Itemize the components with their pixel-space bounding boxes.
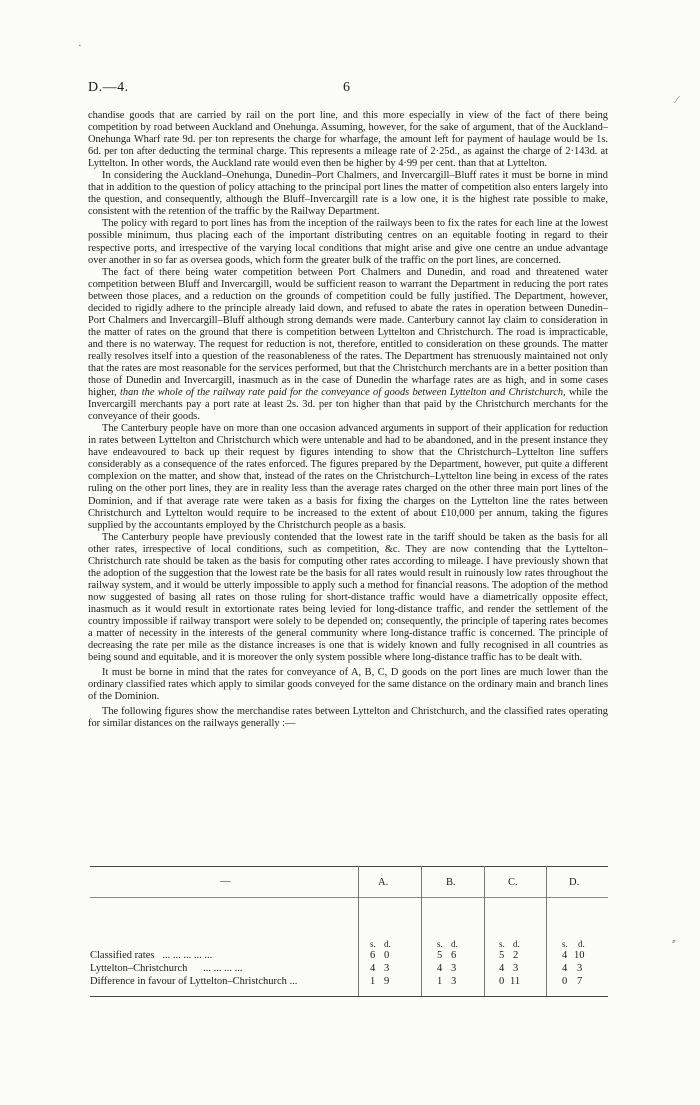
- leader-dots: ... ... ... ...: [203, 963, 243, 974]
- table-row-label: [90, 963, 243, 974]
- table-cell: 11: [510, 976, 521, 987]
- paragraph: chandise goods that are carried by rail on the port line, and this more especially in view of the fact of there being competition by road between Auckland and Onehunga. Assuming, however, for the sake of argument, that of the Auckland–Onehunga Wharf rate 9d. per ton represents the charge for wharfage, the amount left for payment of haulage would be 1s. 6d. per ton after deducting the terminal charge. This represents a mileage rate of 2·25d., as against the charge of 2·143d. at Lyttelton. In other words, the Auckland rate would even then be higher by 4·99 per cent. than that at Lyttelton.: [88, 110, 608, 170]
- page-header: [88, 80, 608, 100]
- table-cell: 3: [513, 963, 519, 974]
- table-cell: 1: [437, 976, 443, 987]
- unit-pence: d.: [451, 939, 458, 949]
- unit-shillings: s.: [370, 939, 376, 949]
- unit-shillings: s.: [437, 939, 443, 949]
- unit-pence: d.: [384, 939, 391, 949]
- table-cell: 4: [370, 963, 376, 974]
- emphasis-text: than the whole of the railway rate paid for the conveyance of goods between Lyttelton and Christchurch,: [120, 387, 566, 399]
- table-cell: 4: [499, 963, 505, 974]
- paragraph: In considering the Auckland–Onehunga, Dunedin–Port Chalmers, and Invercargill–Bluff rates it must be borne in mind that in addition to the question of policy attaching to the principal port lines the matter of competition also enters largely into the question, and consequently, although the Bluff–Invercargill rate is a low one, it is the highest rate possible to make, consistent with the retention of the traffic by the Railway Department.: [88, 170, 608, 218]
- table-cell: 0: [562, 976, 568, 987]
- table-cell: 7: [577, 976, 583, 987]
- table-row-label: [90, 950, 212, 961]
- table-column-rule: [421, 866, 422, 996]
- table-cell: 0: [499, 976, 505, 987]
- paragraph: [88, 267, 608, 424]
- leader-dots: ...: [289, 976, 298, 987]
- paragraph-text: while the Invercargill merchants pay a port rate at least 2s. 3d. per ton higher than that paid by the Christchurch merchants for the conveyance of their goods.: [88, 387, 608, 423]
- table-cell: 6: [370, 950, 376, 961]
- table-rule: [90, 996, 608, 997]
- unit-pence: d.: [513, 939, 520, 949]
- table-column-rule: [546, 866, 547, 996]
- column-header-b: B.: [446, 877, 456, 888]
- table-cell: 4: [562, 950, 568, 961]
- table-cell: 3: [577, 963, 583, 974]
- row-label-text: Difference in favour of Lyttelton–Christchurch: [90, 976, 287, 987]
- column-header-a: A.: [378, 877, 389, 888]
- unit-shillings: s.: [499, 939, 505, 949]
- table-row-label: [90, 976, 297, 987]
- row-label-text: Lyttelton–Christchurch: [90, 963, 188, 974]
- table-cell: 3: [451, 963, 457, 974]
- table-cell: 5: [437, 950, 443, 961]
- paragraph: It must be borne in mind that the rates for conveyance of A, B, C, D goods on the port lines are much lower than the ordinary classified rates which apply to similar goods conveyed for the same distance on the ordinary main and branch lines of the Dominion.: [88, 667, 608, 703]
- column-header-c: C.: [508, 877, 518, 888]
- page-number: 6: [343, 80, 350, 95]
- unit-shillings: s.: [562, 939, 568, 949]
- table-rule: [90, 897, 608, 898]
- table-cell: 6: [451, 950, 457, 961]
- paragraph: The policy with regard to port lines has from the inception of the railways been to fix the rates for each line at the lowest possible minimum, thus placing each of the important distributing centres on an equitable footing in regard to their respective ports, and irrespective of the varying local conditions that might arise and give one centre an undue advantage over another in so far as oversea goods, which form the greater bulk of the traffic on the port lines, are concerned.: [88, 218, 608, 266]
- table-column-rule: [484, 866, 485, 996]
- table-cell: 4: [562, 963, 568, 974]
- table-cell: 10: [574, 950, 585, 961]
- table-cell: 3: [384, 963, 390, 974]
- table-cell: 0: [384, 950, 390, 961]
- paragraph: The Canterbury people have on more than one occasion advanced arguments in support of their application for reduction in rates between Lyttelton and Christchurch which were untenable and had to be abandoned, and in the present instance they have endeavoured to back up their request by figures intending to show that the Christchurch–Lyttelton line suffers considerably as a consequence of the rates enforced. The figures prepared by the Department, however, put quite a different complexion on the matter, and show that, instead of the rates on the Christchurch–Lyttelton line being in excess of the rates ruling on the other port lines, they are in reality less than the average rates charged on the other three main port lines of the Dominion, and if that average rate were taken as a basis for fixing the charges on the Lyttelton line the rates between Christchurch and Lyttelton would require to be increased to the extent of about £10,000 per annum, taking the figures supplied by the accountants employed by the Christchurch people as a basis.: [88, 423, 608, 531]
- leader-dots: ... ... ... ... ...: [162, 950, 213, 961]
- table-cell: 3: [451, 976, 457, 987]
- table-cell: 4: [437, 963, 443, 974]
- margin-mark-icon: ⸗: [672, 935, 676, 947]
- paragraph: The following figures show the merchandise rates between Lyttelton and Christchurch, and the classified rates operating for similar distances on the railways generally :—: [88, 706, 608, 730]
- paragraph: The Canterbury people have previously contended that the lowest rate in the tariff should be taken as the basis for all other rates, irrespective of local conditions, such as competition, &c. They are now contending that the Lyttelton–Christchurch rate should be taken as the basis for computing other rates according to mileage. I have previously shown that the adoption of the suggestion that the lowest rate be the basis for all rates would result in ruinously low rates throughout the railway system, and it would be utterly impossible to apply such a method for financial reasons. The adoption of the method now suggested of basing all rates on those ruling for short-distance traffic would have a diametrically opposite effect, inasmuch as it would result in extortionate rates being levied for long-distance traffic, and render the settlement of the country impossible if railway transport were solely to be depended on; consequently, the principle of tapering rates becomes a matter of necessity in the interests of the general community where long-distance traffic is concerned. The principle of decreasing the rate per mile as the distance increases is one that is widely known and fully recognised in all countries as being sound and equitable, and it is moreover the only system possible where long-distance traffic has to be dealt with.: [88, 531, 608, 664]
- column-header-d: D.: [569, 877, 580, 888]
- margin-mark-icon: ⁄: [676, 94, 678, 106]
- table-column-rule: [358, 866, 359, 996]
- table-cell: 5: [499, 950, 505, 961]
- table-cell: 2: [513, 950, 519, 961]
- table-corner-dash: —: [220, 876, 231, 887]
- table-cell: 9: [384, 976, 390, 987]
- table-cell: 1: [370, 976, 376, 987]
- margin-mark-icon: ·: [78, 40, 82, 52]
- table-rule: [90, 866, 608, 867]
- body-text: [88, 110, 608, 730]
- document-reference: D.—4.: [88, 80, 129, 95]
- paragraph-text: The fact of there being water competition between Port Chalmers and Dunedin, and road and threatened water competition between Bluff and Invercargill, would be sufficient reason to warrant the Department in reducing the port rates between those places, and a reduction on the grounds of competition could be fully justified. The Department, however, decided to rigidly adhere to the principle already laid down, and refused to abate the rates in operation between Dunedin–Port Chalmers and Invercargill–Bluff although strong demands were made. Canterbury cannot lay claim to consideration in the matter of rates on the ground that there is competition between Lyttelton and Christchurch. The road is impracticable, and there is no waterway. The request for reduction is not, therefore, entitled to consideration on these grounds. The matter really resolves itself into a question of the reasonableness of the rates. The Department has strenuously maintained not only that the rates are most reasonable for the services performed, but that the Christchurch merchants are in a better position than those of Dunedin and Invercargill, inasmuch as in the case of Dunedin the wharfage rates are as high, and in some cases higher,: [88, 266, 608, 399]
- unit-pence: d.: [578, 939, 585, 949]
- row-label-text: Classified rates: [90, 950, 155, 961]
